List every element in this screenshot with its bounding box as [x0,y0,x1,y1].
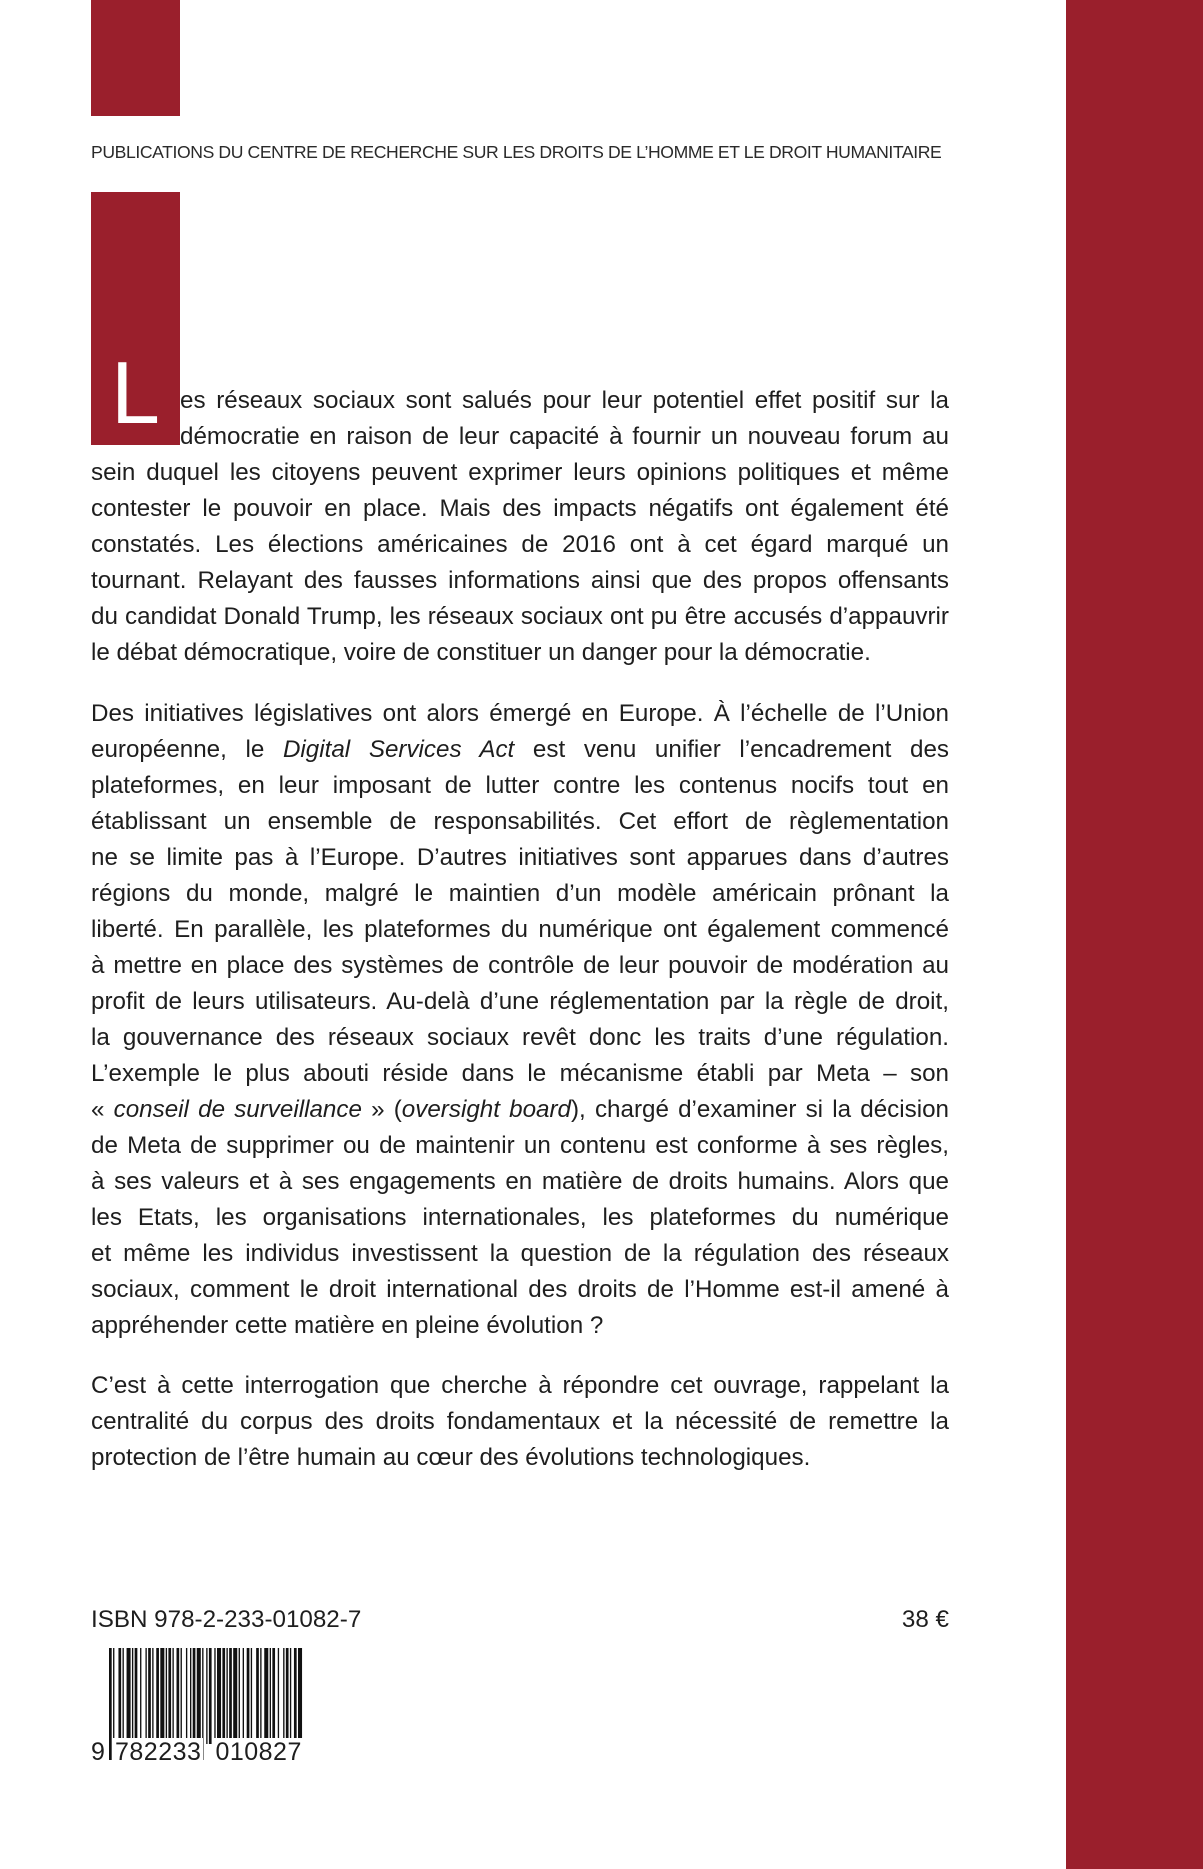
text-line: régions du monde, malgré le maintien d’un modèle américain prônant la [91,880,949,907]
text-line: démocratie en raison de leur capacité à fournir un nouveau forum au [180,423,949,450]
barcode-lead-digit: 9 [91,1738,106,1766]
barcode-bar [168,1648,171,1744]
text-line: ne se limite pas à l’Europe. D’autres initiatives sont apparues dans d’autres [91,844,949,871]
barcode-bar [247,1648,250,1744]
text-line: protection de l’être humain au cœur des évolutions technologiques. [91,1444,811,1471]
barcode-group-1: 782233 [115,1738,202,1766]
barcode-bar [214,1648,215,1744]
text-line: et même les individus investissent la question de la régulation des réseaux [91,1240,949,1267]
text-line: de Meta de supprimer ou de maintenir un contenu est conforme à ses règles, [91,1132,949,1159]
barcode-bar [283,1648,284,1744]
paragraph-initiatives [91,696,949,1344]
text-line: es réseaux sociaux sont salués pour leur potentiel effet positif sur la [180,387,949,414]
text-line: établissant un ensemble de responsabilités. Cet effort de règlementation [91,808,949,835]
barcode-bar [264,1648,268,1744]
barcode-bar [181,1648,182,1744]
barcode-bar [132,1648,133,1744]
barcode-bar [135,1648,138,1744]
text-line: tournant. Relayant des fausses informations ainsi que des propos offensants [91,567,949,594]
barcode-bar [118,1648,121,1744]
text-line: profit de leurs utilisateurs. Au-delà d’une réglementation par la règle de droit, [91,988,949,1015]
text-line: sein duquel les citoyens peuvent exprimer leurs opinions politiques et même [91,459,949,486]
barcode-bar [206,1648,207,1744]
barcode-bar [233,1648,237,1744]
text-line: sociaux, comment le droit international des droits de l’Homme est-il amené à [91,1276,949,1303]
text-line: du candidat Donald Trump, les réseaux sociaux ont pu être accusés d’appauvrir [91,603,949,630]
paragraph-intro [91,383,949,671]
barcode-bar [166,1648,167,1744]
text-line: plateformes, en leur imposant de lutter contre les contenus nocifs tout en [91,772,949,799]
italic-term: oversight board [401,1096,571,1123]
series-title: PUBLICATIONS DU CENTRE DE RECHERCHE SUR LES DROITS DE L’HOMME ET LE DROIT HUMANITAIRE [91,142,942,162]
barcode-bar [172,1648,173,1744]
barcode-bar [217,1648,221,1744]
barcode-bar [270,1648,271,1744]
barcode-bar [186,1648,187,1744]
barcode-bar [193,1648,196,1744]
text-line: la gouvernance des réseaux sociaux revêt donc les traits d’une régulation. [91,1024,949,1051]
barcode-bar [229,1648,232,1744]
text-line: le débat démocratique, voire de constituer un danger pour la démocratie. [91,639,871,666]
barcode-bar [156,1648,159,1744]
barcode-bar [127,1648,131,1744]
barcode-bar [148,1648,151,1744]
text-line: Des initiatives législatives ont alors émergé en Europe. À l’échelle de l’Union [91,700,949,727]
italic-term: Digital Services Act [282,736,515,763]
isbn-label: ISBN 978-2-233-01082-7 [91,1606,362,1633]
text-line: C’est à cette interrogation que cherche à répondre cet ouvrage, rappelant la [91,1372,949,1399]
barcode-bar [140,1648,141,1744]
barcode-bar [160,1648,164,1744]
text-line: à ses valeurs et à ses engagements en matière de droits humains. Alors que [91,1168,949,1195]
text-line: centralité du corpus des droits fondamentaux et la nécessité de remettre la [91,1408,949,1435]
side-color-band [1066,0,1203,1869]
barcode-bar [272,1648,275,1744]
text-segment: européenne, le [91,736,283,763]
text-line: constatés. Les élections américaines de 2016 ont à cet égard marqué un [91,531,949,558]
text-line: liberté. En parallèle, les plateformes du numérique ont également commencé [91,916,949,943]
barcode-bar [177,1648,180,1744]
barcode-bar [226,1648,227,1744]
barcode-bar [239,1648,240,1744]
text-line [91,732,949,768]
italic-term: conseil de surveillance [113,1096,362,1123]
text-line: les Etats, les organisations internationales, les plateformes du numérique [91,1204,949,1231]
barcode-bar [286,1648,289,1744]
barcode-bar [190,1648,191,1744]
top-color-block [91,0,180,116]
text-line: à mettre en place des systèmes de contrôle de leur pouvoir de modération au [91,952,949,979]
barcode-bar [243,1648,244,1744]
barcode-bar [256,1648,259,1744]
barcode-bar [152,1648,153,1744]
text-line: L’exemple le plus abouti réside dans le mécanisme établi par Meta – son [91,1060,949,1087]
text-segment: » ( [361,1096,402,1123]
barcode-digits [91,1738,303,1767]
paragraph-conclusion [91,1368,949,1476]
text-line [91,1092,949,1128]
drop-cap-letter: L [111,343,160,442]
text-segment: ), chargé d’examiner si la décision [571,1096,949,1123]
barcode-bar [251,1648,252,1744]
barcode-bar [222,1648,225,1744]
barcode-bar [260,1648,261,1744]
text-line: contester le pouvoir en place. Mais des impacts négatifs ont également été [91,495,949,522]
text-segment: « [91,1096,114,1123]
barcode-bar [123,1648,124,1744]
price-label: 38 € [901,1606,949,1633]
barcode-bar [290,1648,291,1744]
barcode-bar [209,1648,212,1744]
text-segment: est venu unifier l’encadrement des [514,736,950,763]
barcode-bar [145,1648,146,1744]
text-line: appréhender cette matière en pleine évolution ? [91,1312,604,1339]
barcode-group-2: 010827 [215,1738,302,1766]
barcode-bar [278,1648,279,1744]
barcode-bar [113,1648,114,1744]
